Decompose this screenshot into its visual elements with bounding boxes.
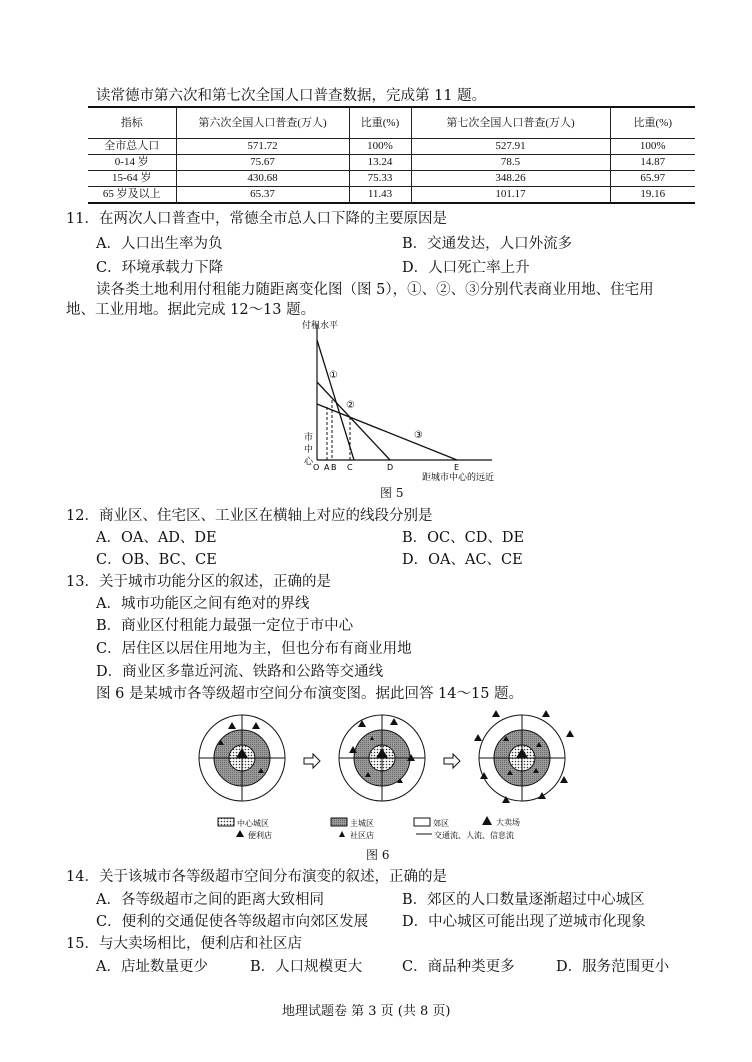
q12-option-d: D．OA、AC、CE (402, 552, 523, 568)
fig6-caption: 图 6 (366, 848, 390, 862)
q13-option-c: C．居住区以居住用地为主，但也分布有商业用地 (96, 641, 412, 657)
hypermarket-icon (482, 816, 492, 825)
page-footer: 地理试题卷 第 3 页 (共 8 页) (282, 1004, 451, 1019)
legend-suburb: 郊区 (433, 819, 449, 828)
fig5-rent-chart (270, 316, 510, 486)
table-cell: 13.24 (349, 155, 411, 171)
table-cell: 65.97 (610, 171, 695, 187)
q14-option-c: C．便利的交通促使各等级超市向郊区发展 (96, 914, 369, 930)
fig5-intro-line1: 读各类土地利用付租能力随距离变化图（图 5），①、②、③分别代表商业用地、住宅用 (96, 282, 654, 298)
curve-label-2: ② (346, 400, 355, 411)
table-row (88, 155, 695, 171)
table-cell: 65 岁及以上 (88, 187, 176, 204)
table-cell: 527.91 (411, 139, 610, 155)
table-cell: 78.5 (411, 155, 610, 171)
q12-option-a: A．OA、AD、DE (96, 530, 217, 546)
q14-option-b: B．郊区的人口数量逐渐超过中心城区 (402, 892, 645, 908)
q12-stem: 12．商业区、住宅区、工业区在横轴上对应的线段分别是 (66, 508, 433, 524)
fig6-intro: 图 6 是某城市各等级超市空间分布演变图。据此回答 14～15 题。 (96, 686, 524, 702)
table-cell: 15-64 岁 (88, 171, 176, 187)
legend-center: 中心城区 (237, 819, 269, 828)
fig5-ylabel: 付租水平 (302, 321, 339, 331)
table-cell: 571.72 (176, 139, 349, 155)
table-intro: 读常德市第六次和第七次全国人口普查数据，完成第 11 题。 (96, 88, 487, 104)
q15-option-b: B．人口规模更大 (250, 959, 363, 975)
q15-option-d: D．服务范围更小 (556, 959, 670, 975)
tick-d: D (387, 463, 394, 472)
table-header: 指标 (88, 107, 176, 139)
q13-option-d: D．商业区多靠近河流、铁路和公路等交通线 (96, 664, 384, 680)
legend-flow: 交通流、人流、信息流 (434, 831, 514, 840)
curve-3 (317, 404, 457, 460)
table-header: 比重(%) (349, 107, 411, 139)
stage-2 (339, 715, 425, 801)
table-cell: 100% (610, 139, 695, 155)
curve-label-1: ① (329, 370, 338, 381)
q15-option-a: A．店址数量更少 (96, 959, 208, 975)
q13-option-b: B．商业区付租能力最强一定位于市中心 (96, 618, 354, 634)
q14-option-d: D．中心城区可能出现了逆城市化现象 (402, 914, 646, 930)
table-cell: 19.16 (610, 187, 695, 204)
legend-main: 主城区 (350, 819, 374, 828)
fig6-supermarket-evolution (196, 706, 596, 856)
q12-option-c: C．OB、BC、CE (96, 552, 217, 568)
table-header: 第六次全国人口普查(万人) (176, 107, 349, 139)
q15-option-c: C．商品种类更多 (402, 959, 515, 975)
tick-b: B (331, 463, 337, 472)
table-header: 第七次全国人口普查(万人) (411, 107, 610, 139)
center-label-3: 心 (304, 457, 314, 467)
center-label-1: 市 (304, 433, 314, 443)
fig5-intro-line2: 地、工业用地。据此完成 12～13 题。 (66, 302, 316, 318)
fig5-caption: 图 5 (380, 486, 404, 500)
q12-option-b: B．OC、CD、DE (402, 530, 525, 546)
legend-convenience: 便利店 (248, 831, 272, 840)
fig6-legend (218, 816, 520, 840)
table-cell: 全市总人口 (88, 139, 176, 155)
community-store-icon (339, 831, 345, 837)
convenience-store-icon (236, 830, 244, 837)
legend-community: 社区店 (350, 831, 374, 840)
table-row (88, 139, 695, 155)
fig5-xlabel: 距城市中心的远近 (422, 473, 495, 483)
census-table (88, 106, 695, 204)
q13-stem: 13．关于城市功能分区的叙述，正确的是 (66, 574, 331, 590)
table-cell: 430.68 (176, 171, 349, 187)
tick-o: O (313, 463, 320, 472)
table-cell: 75.33 (349, 171, 411, 187)
q15-stem: 15．与大卖场相比，便利店和社区店 (66, 936, 302, 952)
table-row (88, 171, 695, 187)
curve-label-3: ③ (414, 430, 423, 441)
q11-option-a: A．人口出生率为负 (96, 236, 223, 252)
table-cell: 14.87 (610, 155, 695, 171)
table-cell: 75.67 (176, 155, 349, 171)
table-cell: 65.37 (176, 187, 349, 204)
tick-e: E (454, 463, 460, 472)
arrow-right-icon (304, 754, 320, 768)
q11-option-d: D．人口死亡率上升 (402, 260, 530, 276)
q11-option-b: B．交通发达，人口外流多 (402, 236, 573, 252)
arrow-right-icon (444, 754, 460, 768)
table-cell: 100% (349, 139, 411, 155)
table-cell: 101.17 (411, 187, 610, 204)
table-cell: 0-14 岁 (88, 155, 176, 171)
q14-option-a: A．各等级超市之间的距离大致相同 (96, 892, 324, 908)
table-row (88, 187, 695, 204)
table-cell: 348.26 (411, 171, 610, 187)
q13-option-a: A．城市功能区之间有绝对的界线 (96, 596, 310, 612)
legend-hypermarket: 大卖场 (496, 818, 520, 827)
q11-stem: 11．在两次人口普查中，常德全市总人口下降的主要原因是 (66, 211, 447, 227)
tick-a: A (324, 463, 330, 472)
curve-2 (317, 382, 390, 460)
q14-stem: 14．关于该城市各等级超市空间分布演变的叙述，正确的是 (66, 869, 447, 885)
stage-3 (474, 710, 574, 803)
table-cell: 11.43 (349, 187, 411, 204)
center-label-2: 中 (304, 445, 314, 455)
table-header: 比重(%) (610, 107, 695, 139)
q11-option-c: C．环境承载力下降 (96, 260, 224, 276)
stage-1 (199, 715, 285, 801)
tick-c: C (347, 463, 353, 472)
